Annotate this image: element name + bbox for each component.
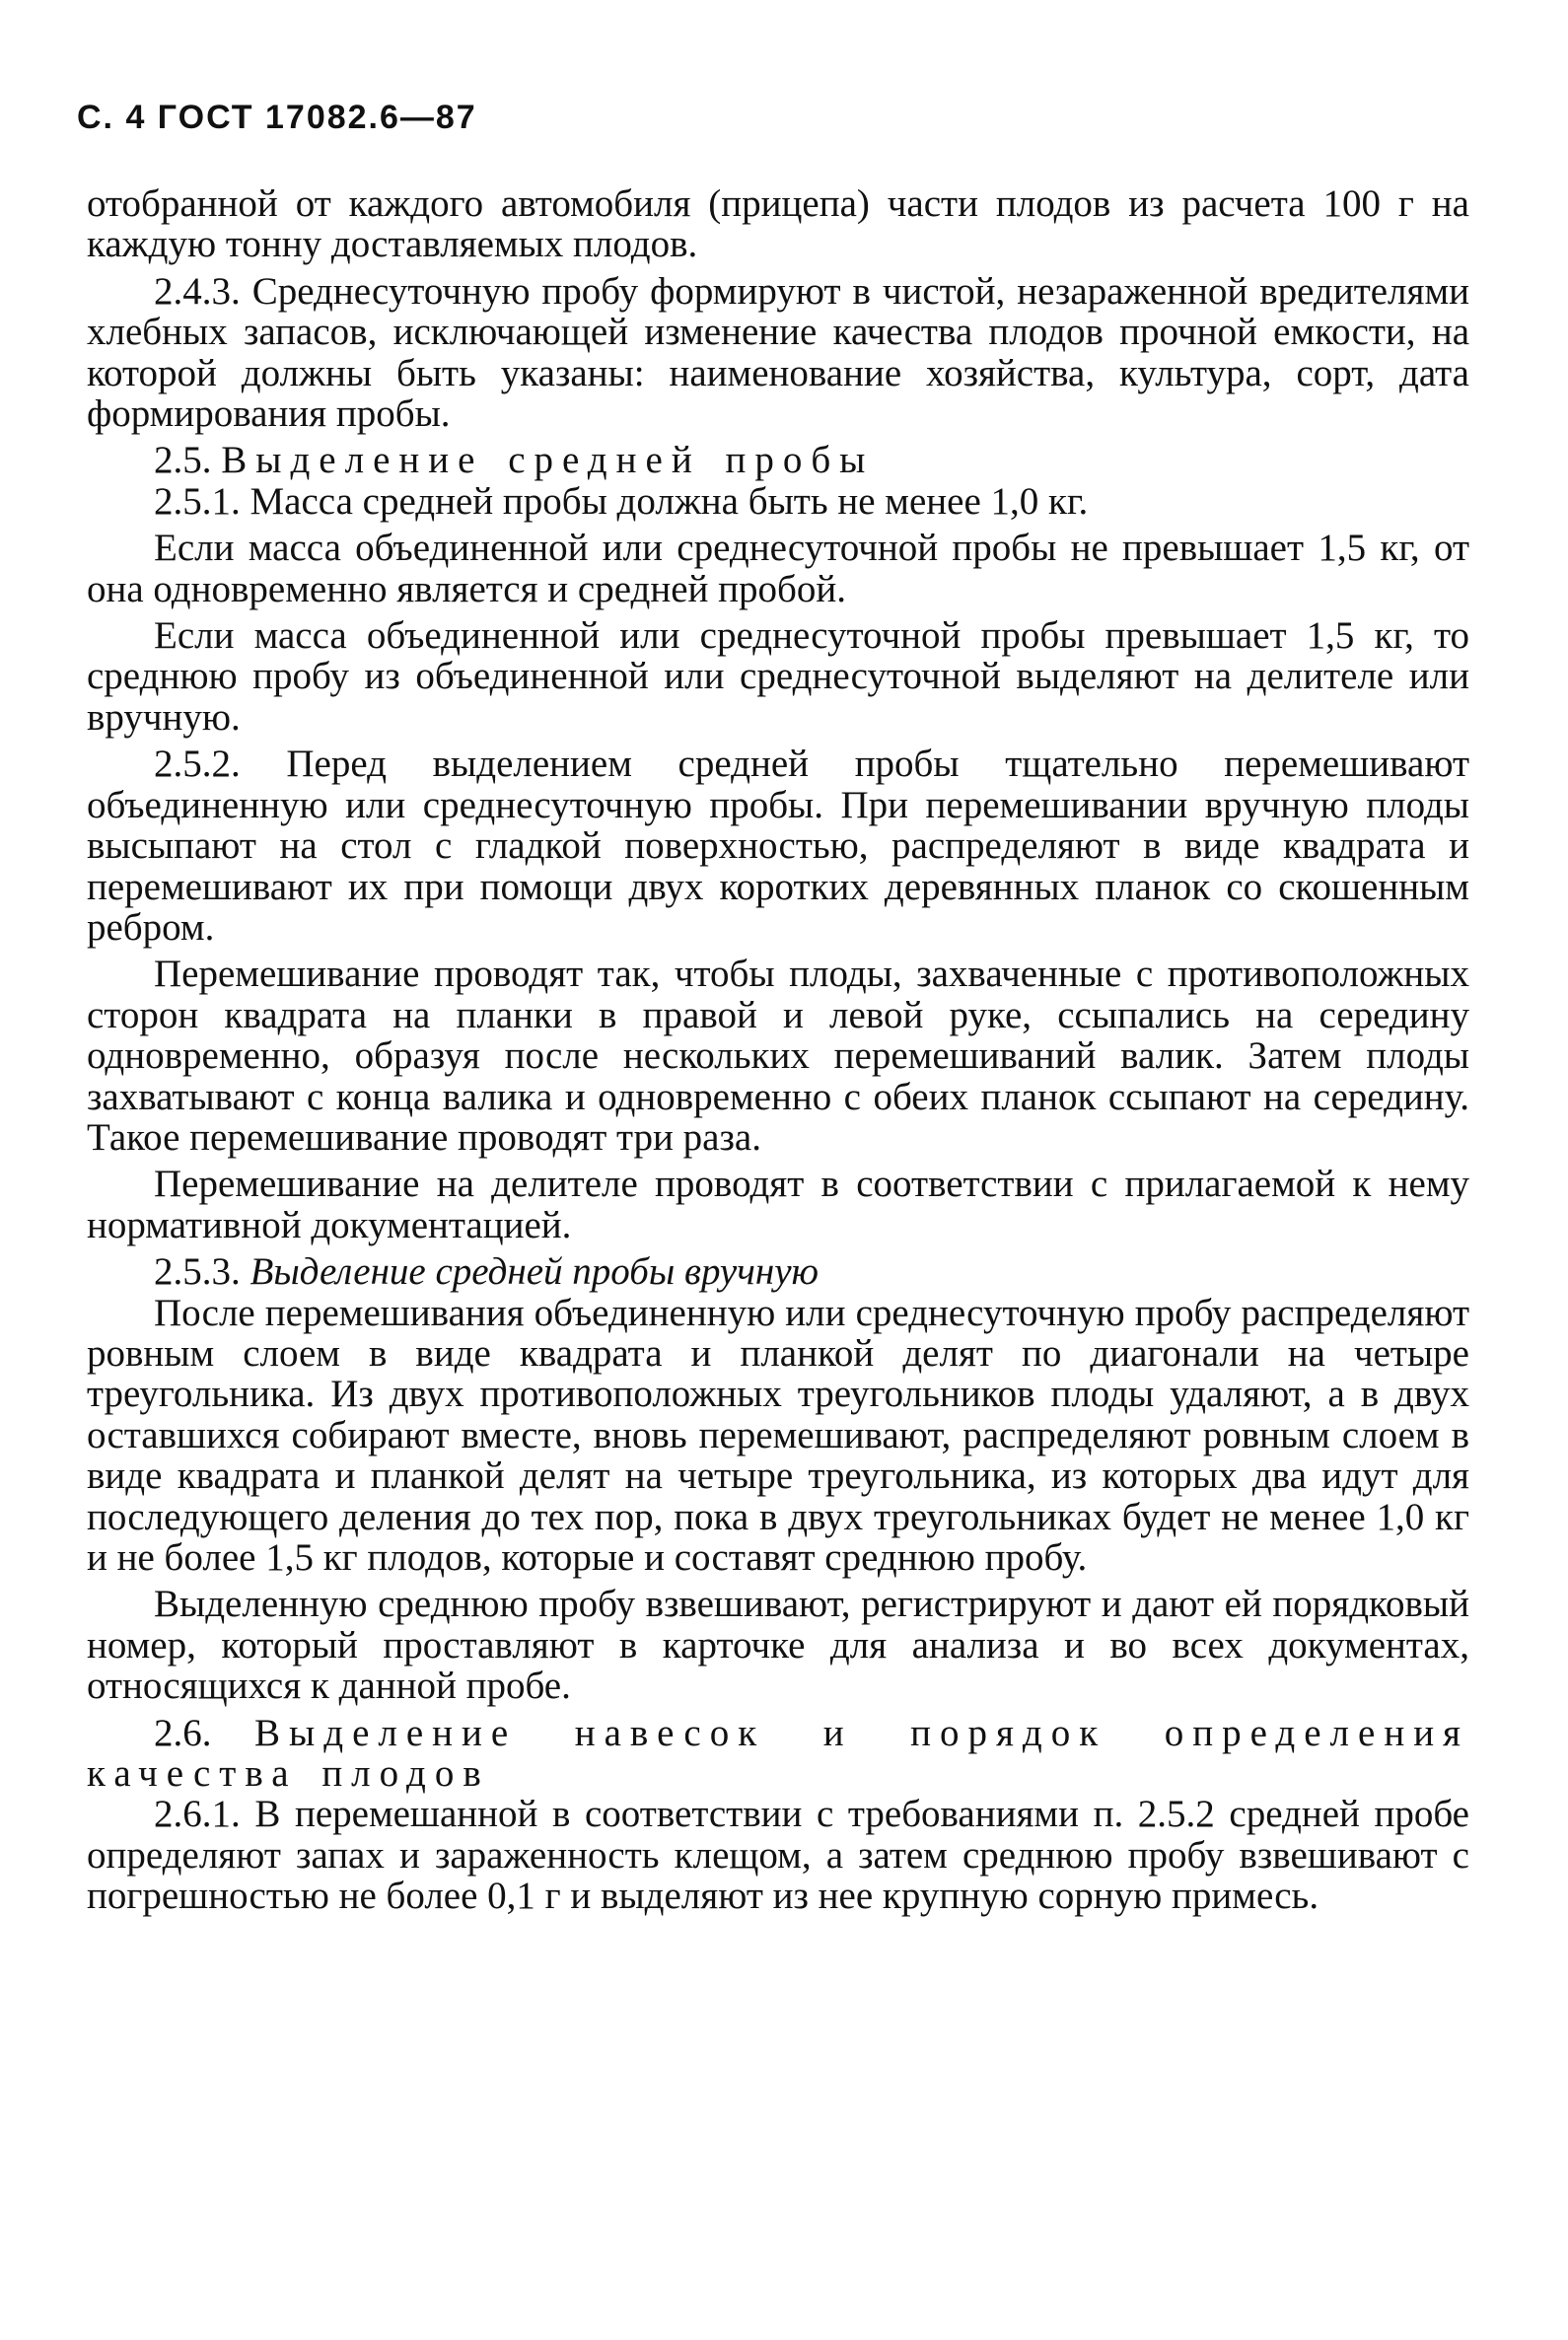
paragraph-2-5-1-b: Если масса объединенной или среднесуточной пробы не превышает 1,5 кг, от она одновременно является и средней пробой. [87, 527, 1469, 610]
paragraph-2-5-1: 2.5.1. Масса средней пробы должна быть не менее 1,0 кг. [154, 479, 1089, 523]
section-heading-2-5-3 [87, 1251, 1469, 1292]
section-number: 2.5. [154, 439, 212, 482]
paragraph-2-5-2-b: Перемешивание проводят так, чтобы плоды, захваченные с противоположных сторон квадрата на планки в правой и левой руке, ссыпались на середину одновременно, образуя после нескольких перемешиваний валик. Затем плоды захватывают с конца валика и одновременно с обеих планок ссыпают на середину. Такое перемешивание проводят три раза. [87, 953, 1469, 1159]
section-heading-2-5 [87, 440, 1469, 480]
paragraph-continuation: отобранной от каждого автомобиля (прицепа) части плодов из расчета 100 г на каждую тонну доставляемых плодов. [87, 182, 1469, 266]
page-header: С. 4 ГОСТ 17082.6—87 [77, 99, 477, 136]
paragraph-2-5-2: 2.5.2. Перед выделением средней пробы тщательно перемешивают объединенную или среднесуточную пробы. При перемешивании вручную плоды высыпают на стол с гладкой поверхностью, распределяют в виде квадрата и перемешивают их при помощи двух коротких деревянных планок со скошенным ребром. [87, 743, 1469, 949]
document-body [87, 183, 1469, 1917]
paragraph-2-5-3: После перемешивания объединенную или среднесуточную пробу распределяют ровным слоем в виде квадрата и планкой делят по диагонали на четыре треугольника. Из двух противоположных треугольников плоды удаляют, а в двух оставшихся собирают вместе, вновь перемешивают, распределяют ровным слоем в виде квадрата и планкой делят на четыре треугольника, из которых два идут для последующего деления до тех пор, пока в двух треугольниках будет не менее 1,0 кг и не более 1,5 кг плодов, которые и составят среднюю пробу. [87, 1291, 1469, 1579]
paragraph-2-4-3: 2.4.3. Среднесуточную пробу формируют в чистой, незараженной вредителями хлебных запасов, исключающей изменение качества плодов прочной емкости, на которой должны быть указаны: наименование хозяйства, культура, сорт, дата формирования пробы. [87, 269, 1469, 436]
section-number: 2.5.3. [154, 1250, 241, 1294]
section-heading-2-6 [87, 1713, 1469, 1795]
paragraph-2-5-2-c: Перемешивание на делителе проводят в соответствии с прилагаемой к нему нормативной документацией. [87, 1163, 1469, 1246]
paragraph-2-5-3-b: Выделенную среднюю пробу взвешивают, регистрируют и дают ей порядковый номер, который проставляют в карточке для анализа и во всех документах, относящихся к данной пробе. [87, 1583, 1469, 1708]
section-title: Выделение средней пробы вручную [249, 1250, 820, 1294]
paragraph-2-6-1: 2.6.1. В перемешанной в соответствии с требованиями п. 2.5.2 средней пробе определяют запах и зараженность клещом, а затем среднюю пробу взвешивают с погрешностью не более 0,1 г и выделяют из нее крупную сорную примесь. [87, 1793, 1469, 1918]
section-title: Выделение навесок и порядок определения качества плодов [87, 1711, 1469, 1796]
section-title: Выделение средней пробы [221, 439, 875, 482]
section-number: 2.6. [154, 1711, 212, 1754]
paragraph-2-5-1-c: Если масса объединенной или среднесуточной пробы превышает 1,5 кг, то среднюю пробу из объединенной или среднесуточной выделяют на делителе или вручную. [87, 614, 1469, 739]
